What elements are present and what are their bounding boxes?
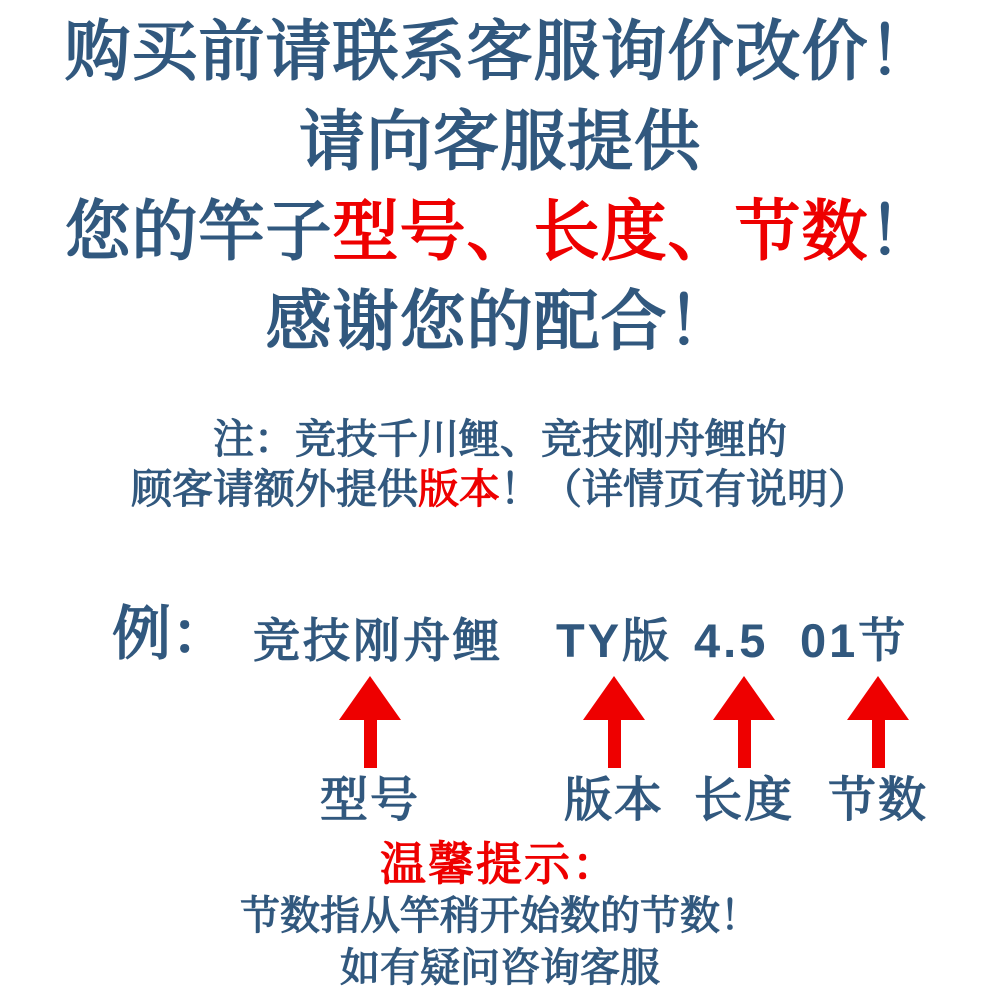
caption-model: 型号 xyxy=(319,774,420,827)
headline-line1: 购买前请联系客服询价改价！ xyxy=(64,14,936,88)
example-item-length: 4.5 xyxy=(694,614,769,667)
up-arrow-stem xyxy=(872,720,885,768)
headline-line4: 感谢您的配合！ xyxy=(265,284,735,358)
tip-title: 温馨提示： xyxy=(380,838,620,890)
up-arrow-head xyxy=(583,676,645,720)
caption-sections: 节数 xyxy=(827,774,928,827)
note-line2-highlight: 版本 xyxy=(418,466,500,512)
up-arrow-stem xyxy=(738,720,751,768)
up-arrow-stem xyxy=(608,720,621,768)
example-item-version: TY版 xyxy=(556,614,673,667)
headline-line3-prefix: 您的竿子 xyxy=(64,194,333,268)
note-line2-prefix: 顾客请额外提供 xyxy=(131,466,418,512)
headline-block xyxy=(0,6,1000,366)
up-arrow-head xyxy=(339,676,401,720)
pointer-column-length xyxy=(674,676,814,828)
up-arrow-icon xyxy=(713,676,775,768)
example-item-model: 竞技刚舟鲤 xyxy=(253,614,503,667)
up-arrow-head xyxy=(847,676,909,720)
headline-line3-suffix: ！ xyxy=(868,194,936,268)
headline-line2: 请向客服提供 xyxy=(299,104,701,178)
tip-line1: 节数指从竿稍开始数的节数！ xyxy=(240,894,760,938)
up-arrow-icon xyxy=(339,676,401,768)
example-label: 例： xyxy=(112,601,231,667)
note-line2-suffix: ！（详情页有说明） xyxy=(500,466,869,512)
pointer-column-model xyxy=(300,676,440,828)
example-item-sections: 01节 xyxy=(800,614,909,667)
caption-version: 版本 xyxy=(563,774,664,827)
caption-length: 长度 xyxy=(693,774,794,827)
pointer-column-sections xyxy=(808,676,948,828)
note-block xyxy=(0,414,1000,514)
pointer-column-version xyxy=(544,676,684,828)
note-line1: 注：竞技千川鲤、竞技刚舟鲤的 xyxy=(213,416,787,462)
headline-line3-highlight: 型号、长度、节数 xyxy=(332,194,869,268)
up-arrow-icon xyxy=(847,676,909,768)
note-line2 xyxy=(0,464,1000,514)
tip-block xyxy=(0,838,1000,994)
headline-line3 xyxy=(0,186,1000,276)
up-arrow-stem xyxy=(364,720,377,768)
up-arrow-head xyxy=(713,676,775,720)
tip-line2: 如有疑问咨询客服 xyxy=(340,946,660,990)
up-arrow-icon xyxy=(583,676,645,768)
